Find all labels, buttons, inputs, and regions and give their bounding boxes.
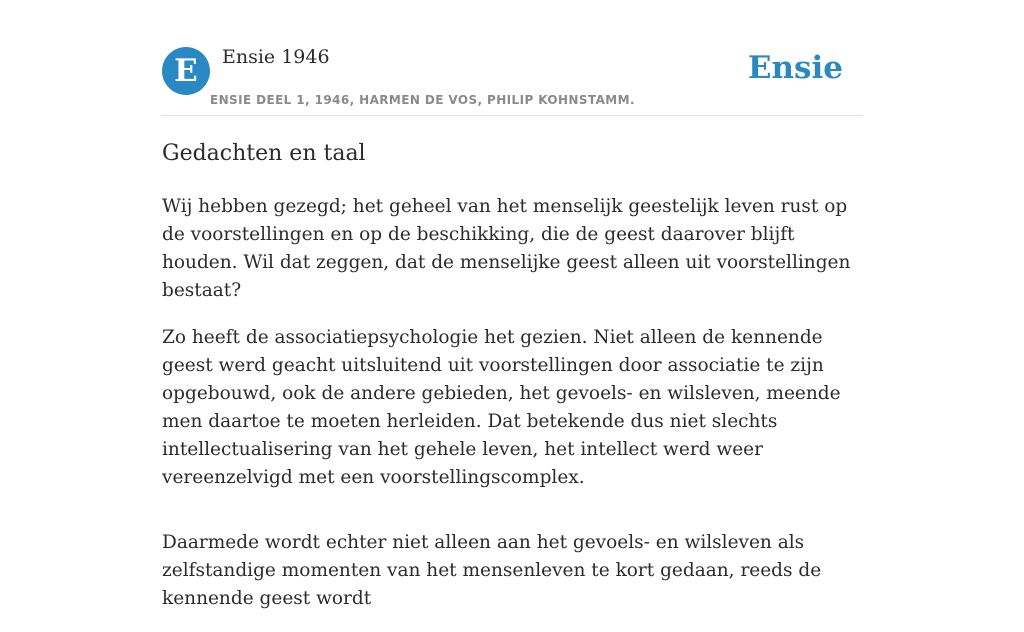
logo-icon[interactable]: E [162, 47, 210, 95]
header [162, 0, 862, 116]
article-title: Gedachten en taal [162, 141, 366, 166]
site-title[interactable]: Ensie 1946 [222, 46, 330, 68]
paragraph: Wij hebben gezegd; het geheel van het menselijk geestelijk leven rust op de voorstellingen en op de beschikking, die de geest daarover blijft houden. Wil dat zeggen, dat de menselijke geest alleen uit voorstellingen bestaat? [162, 196, 851, 301]
brand-logo[interactable]: Ensie [747, 50, 843, 86]
paragraph: Daarmede wordt echter niet alleen aan het gevoels- en wilsleven als zelfstandige momenten van het mensenleven te kort gedaan, reeds de kennende geest wordt [162, 532, 822, 609]
source-meta: ENSIE DEEL 1, 1946, HARMEN DE VOS, PHILIP KOHNSTAMM. [210, 93, 635, 107]
article-body [162, 193, 867, 632]
page-container [162, 0, 862, 609]
paragraph: Zo heeft de associatiepsychologie het gezien. Niet alleen de kennende geest werd geacht uitsluitend uit voorstellingen door associatie te zijn opgebouwd, ook de andere gebieden, het gevoels- en wilsleven, meende men daartoe te moeten herleiden. Dat betekende dus niet slechts intellectualisering van het gehele leven, het intellect werd weer vereenzelvigd met een voorstellingscomplex. [162, 327, 841, 488]
